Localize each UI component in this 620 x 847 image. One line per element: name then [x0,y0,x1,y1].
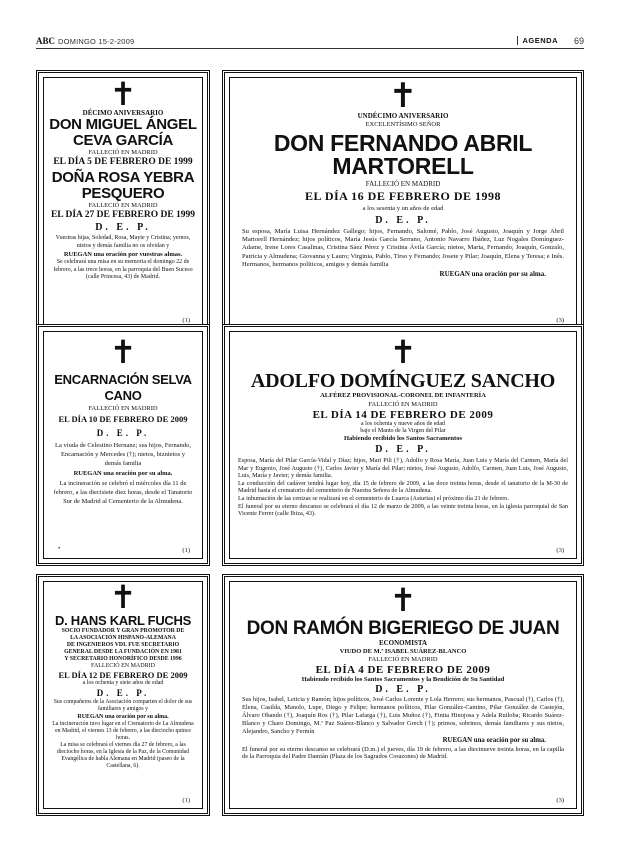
deceased-name: PESQUERO [81,185,165,202]
virgin-text: bajo el Manto de la Virgen del Pilar [360,428,446,434]
rip-label: D. E. P. [375,215,431,226]
service-details: Se celebrará una misa en su memoria el domingo 22 de febrero, a las trece horas, en la parroquia del Buen Suceso (calle Princesa, 43) de Madrid. [53,259,193,280]
anniversary-label: DÉCIMO ANIVERSARIO [82,109,164,117]
honorific: EXCELENTÍSIMO SEÑOR [365,121,441,128]
service-details: La incineración tuvo lugar en el Crematorio de La Almudena en Madrid, el viernes 13 de febrero, a las dieciocho quince horas. [52,721,194,741]
notice-number: (1) [182,317,190,324]
rip-label: D. E. P. [375,444,431,455]
deceased-name: DON MIGUEL ÁNGEL [49,116,197,133]
role-text: LA ASOCIACIÓN HISPANO-ALEMANA [70,635,176,641]
death-place: FALLECIÓ EN MADRID [88,405,158,412]
death-date: EL DÍA 12 DE FEBRERO DE 2009 [58,670,188,680]
notice-number: (3) [556,797,564,804]
death-date: EL DÍA 27 DE FEBRERO DE 1999 [50,210,196,220]
cross-icon: ✝ [109,581,137,616]
rip-label: D. E. P. [95,222,151,233]
death-place: FALLECIÓ EN MADRID [88,202,158,209]
rip-label: D. E. P. [96,688,150,698]
rip-label: D. E. P. [96,428,150,438]
cross-icon: ✝ [388,77,418,116]
service-details: El funeral por su eterno descanso se celebrará (D.m.) el jueves, día 19 de febrero, a las diecinueve treinta horas, en la capilla de la Parroquia del Padre Damián (Plaza de los Sagrados Corazones) de Madrid. [242,745,564,761]
issue-date: DOMINGO 15-2-2009 [58,37,135,46]
obituary-notice-fuchs [36,574,210,816]
death-date: EL DÍA 14 DE FEBRERO DE 2009 [312,409,494,421]
spouse-text: VIUDO DE M.ª ISABEL SUÁREZ-BLANCO [339,648,467,655]
deceased-name: D. HANS KARL FUCHS [55,613,191,628]
death-place: FALLECIÓ EN MADRID [91,663,155,669]
deceased-name: CANO [104,388,142,403]
family-text: Sus compañeros de la Asociación comparten el dolor de sus familiares y amigos y [53,699,193,712]
sacraments-text: Habiendo recibido los Santos Sacramentos y la Bendición de Su Santidad [301,676,505,683]
death-date: EL DÍA 5 DE FEBRERO DE 1999 [53,157,193,167]
deceased-name: DON RAMÓN BIGERIEGO DE JUAN [246,618,560,639]
deceased-name: ENCARNACIÓN SELVA [54,372,192,387]
sacraments-text: Habiendo recibido los Santos Sacramentos [344,435,462,442]
role-text: GENERAL DESDE LA FUNDACIÓN EN 1981 [64,649,182,655]
notice-number: (3) [556,547,564,554]
family-text: Vuestras hijas, Soledad, Rosa, Mayte y Cristina; yernos, nietos y demás familia no os olvidan y [55,235,191,249]
cross-icon: ✝ [389,581,417,619]
family-text: Su esposa, María Luisa Hernández Gallego; hijos, Fernando, Salomé, Pablo, José Augusto, Joaquín y Jorge Abril Martorell Hernández; hijos políticos, María Jesús García Serrano, Antonio Navarro Ibáñez, Luz Nogales Domínguez-Adame, Irene Lores Casalinas, Cristina Sáez Pérez y Cristina Ávila García; nietos, Marta, Fernando, Joaquín, Gonzalo, Patricia y Almudena; Giovanna y Lauro; Virginia, Pablo, Tirso y Fernando; Josete y Pilar; Joaquín, Elena y Teresa; e Inés. Hermanos, hermanos políticos, amigos y demás familia [242,228,564,268]
prayer-request: RUEGAN una oración por su alma. [73,470,173,477]
obituary-notice-ceva-yebra [36,70,210,336]
service-details: La conducción del cadáver tendrá lugar hoy, día 15 de febrero de 2009, a las doce treinta horas, desde el tanatorio de la M-30 de Madrid hasta el crematorio del cementerio de Nuestra Señora de la Almudena. [238,479,568,495]
rank-text: ALFÉREZ PROVISIONAL-CORONEL DE INFANTERÍA [320,392,486,399]
deceased-name: ADOLFO DOMÍNGUEZ SANCHO [250,370,556,392]
death-place: FALLECIÓ EN MADRID [368,401,438,408]
cross-icon: ✝ [389,333,417,371]
service-details: La misa se celebrará el viernes día 27 de febrero, a las dieciocho horas, en la Iglesia de la Paz, de la Comunidad Evangélica de habla Alemana en Madrid (paseo de la Castellana, 6). [56,742,190,769]
prayer-request: RUEGAN una oración por su alma. [439,270,546,279]
role-text: Y SECRETARIO HONORÍFICO DESDE 1996 [64,656,182,662]
page-header [36,36,584,49]
prayer-request: RUEGAN una oración por vuestras almas. [63,251,183,258]
role-text: ECONOMISTA [378,639,428,647]
age-text: a los ochenta y nueve años de edad [360,421,446,427]
section-label: AGENDA [517,36,558,45]
family-text: Sus hijos, Isabel, Leticia y Ramón; hijos políticos, José Carlos Lorente y Lola Herrero; sus hermanos, Pascual (†), Carlos (†), Elena, Casilda, Manolo, Lupe, Diego y Felipe; hermanos políticos, Pilar González-Camino, Pilar González de Castejón, Álvaro Obando (†), Joaquín Ros (†), Pilar Lafarga (†), Luis Muñoz (†), Finita Hinojosa y Adela Ruiloba; Ricardo Suárez-Blanco y Charo Domingo, M.ª Paz Suárez-Blanco y Salvador Grech (†); primos, sobrinos, demás familiares y sus nietos, Alejandro, Sancho y Fermín [242,696,564,735]
age-text: a los ochenta y siete años de edad [82,680,164,686]
obituary-notice-selva-cano [36,324,210,566]
role-text: SOCIO FUNDADOR Y GRAN PROMOTOR DE [61,628,185,634]
deceased-name: DON FERNANDO ABRIL [273,130,533,156]
obituary-notice-bigeriego [222,574,584,816]
death-place: FALLECIÓ EN MADRID [88,149,158,156]
deceased-name: CEVA GARCÍA [72,132,174,149]
obituary-notice-dominguez-sancho [222,324,584,566]
death-place: FALLECIÓ EN MADRID [368,656,438,663]
anniversary-label: UNDÉCIMO ANIVERSARIO [357,112,449,120]
death-date: EL DÍA 16 DE FEBRERO DE 1998 [304,189,502,203]
obituary-notice-abril-martorell [222,70,584,336]
cross-icon: ✝ [109,333,137,371]
death-date: EL DÍA 10 DE FEBRERO DE 2009 [58,414,188,424]
family-text: La viuda de Celestino Hernanz; sus hijos, Fernando, Encarnación y Mercedes (†); nietos, biznietos y demás familia [55,442,191,467]
notice-number: (1) [182,797,190,804]
notice-number: (1) [182,547,190,554]
death-place: FALLECIÓ EN MADRID [365,180,441,188]
family-text: Esposa, María del Pilar García-Vidal y Díaz; hijos, Mari Pili (†), Adolfo y Rosa María, Juan Luis y María del Carmen, María del Mar y Eugenio, José Augusto (†), Carlos Javier y María del Pilar; nietos, José Augusto, Adolfo, Carmen, Juan Luis, José Augusto, Luis, María y Javier; y demás familia. [238,457,568,480]
notice-number: (3) [556,317,564,324]
prayer-request: RUEGAN una oración por su alma. [77,714,169,720]
service-details: La incineración se celebró el miércoles día 11 de febrero, a las diecisiete diez horas, desde el Tanatorio Sur de Madrid al Cementerio de la Almudena. [53,480,193,505]
rip-label: D. E. P. [375,684,431,695]
page-number: 69 [573,36,584,46]
role-text: DE INGENIEROS VDI. FUE SECRETARIO [66,642,180,648]
death-date: EL DÍA 4 DE FEBRERO DE 2009 [315,664,491,676]
service-details: La inhumación de las cenizas se realizará en el cementerio de Luarca (Asturias) el próximo día 21 de febrero. [238,494,509,502]
age-text: a los sesenta y un años de edad [362,205,444,212]
prayer-request: RUEGAN una oración por su alma. [442,736,546,744]
bullet-mark: • [58,545,61,552]
newspaper-brand: ABC [36,36,56,46]
service-details: El funeral por su eterno descanso se celebrará el día 12 de marzo de 2009, a las veinte treinta horas, en la iglesia parroquial de San Vicente Ferrer (calle Ibiza, 43). [238,502,568,518]
deceased-name: DOÑA ROSA YEBRA [51,169,195,186]
cross-icon: ✝ [109,77,137,113]
deceased-name: MARTORELL [332,153,474,179]
